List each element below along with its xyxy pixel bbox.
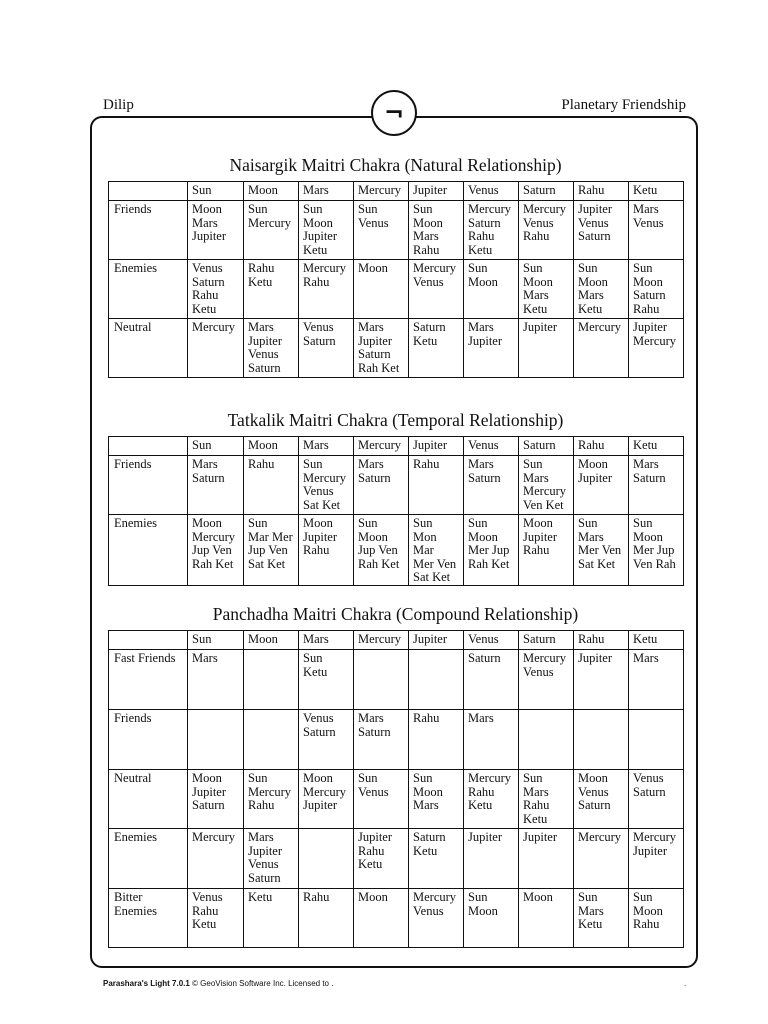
table-cell: Moon Jupiter Rahu: [299, 515, 354, 586]
column-header-mercury: Mercury: [354, 182, 409, 201]
table-cell: Venus Saturn: [299, 319, 354, 378]
column-header-sun: Sun: [188, 631, 244, 650]
table-cell: Mercury Jupiter: [629, 829, 684, 889]
page-badge-icon: ¬: [371, 90, 417, 136]
naisargik-title: Naisargik Maitri Chakra (Natural Relationship): [229, 155, 562, 175]
table-cell: [188, 710, 244, 770]
table-cell: Jupiter Rahu Ketu: [354, 829, 409, 889]
table-cell: Sun Moon Mars Ketu: [519, 260, 574, 319]
column-header-moon: Moon: [244, 182, 299, 201]
table-cell: Mars Saturn: [354, 710, 409, 770]
header-page-title: Planetary Friendship: [561, 97, 686, 113]
table-cell: Moon Jupiter Rahu: [519, 515, 574, 586]
column-header-mars: Mars: [299, 182, 354, 201]
footer-copyright: [103, 979, 333, 988]
column-header-rahu: Rahu: [574, 437, 629, 456]
table-cell: Moon Mars Jupiter: [188, 201, 244, 260]
table-cell: [574, 710, 629, 770]
column-header-rahu: Rahu: [574, 631, 629, 650]
table-cell: Moon Mercury Jupiter: [299, 770, 354, 829]
table-row: [109, 456, 684, 515]
table-cell: Mars Saturn: [354, 456, 409, 515]
column-header-moon: Moon: [244, 437, 299, 456]
table-cell: Sun Moon Rahu: [629, 889, 684, 948]
table-row: [109, 829, 684, 889]
table-cell: Saturn Ketu: [409, 319, 464, 378]
row-header: Friends: [109, 456, 188, 515]
table-row: [109, 260, 684, 319]
column-header-rahu: Rahu: [574, 182, 629, 201]
table-cell: Moon: [519, 889, 574, 948]
row-header: Fast Friends: [109, 650, 188, 710]
table-cell: [299, 829, 354, 889]
table-cell: Mars Jupiter Venus Saturn: [244, 319, 299, 378]
table-cell: Sun Moon Mars Rahu: [409, 201, 464, 260]
table-cell: Mercury Venus: [409, 889, 464, 948]
column-header-saturn: Saturn: [519, 437, 574, 456]
table-row: [109, 650, 684, 710]
table-row: [109, 515, 684, 586]
table-cell: Mercury: [188, 829, 244, 889]
header-row: [109, 437, 684, 456]
table-cell: Rahu Ketu: [244, 260, 299, 319]
column-header-jupiter: Jupiter: [409, 631, 464, 650]
table-cell: Mars Jupiter Venus Saturn: [244, 829, 299, 889]
table-row: [109, 710, 684, 770]
table-cell: Sun Mon Mar Mer Ven Sat Ket: [409, 515, 464, 586]
table-cell: Mercury Rahu: [299, 260, 354, 319]
column-header-mars: Mars: [299, 437, 354, 456]
table-cell: Mercury: [188, 319, 244, 378]
row-header: Friends: [109, 710, 188, 770]
table-cell: Sun Moon Mer Jup Ven Rah: [629, 515, 684, 586]
panchadha-title: Panchadha Maitri Chakra (Compound Relationship): [212, 604, 579, 624]
table-cell: Rahu: [409, 710, 464, 770]
column-header-venus: Venus: [464, 182, 519, 201]
table-cell: Sun Mars Rahu Ketu: [519, 770, 574, 829]
table-cell: Mercury Venus Rahu: [519, 201, 574, 260]
table-cell: Venus Saturn: [629, 770, 684, 829]
table-cell: Jupiter: [574, 650, 629, 710]
table-cell: Sun Moon Mars: [409, 770, 464, 829]
table-cell: Sun Moon: [464, 260, 519, 319]
table-cell: Jupiter: [464, 829, 519, 889]
table-cell: Mercury: [574, 319, 629, 378]
tatkalik-title: Tatkalik Maitri Chakra (Temporal Relationship): [227, 410, 564, 430]
table-cell: Saturn: [464, 650, 519, 710]
table-cell: Sun Mar Mer Jup Ven Sat Ket: [244, 515, 299, 586]
table-cell: Sun Mercury: [244, 201, 299, 260]
table-cell: Jupiter Mercury: [629, 319, 684, 378]
table-row: [109, 770, 684, 829]
footer-dot: .: [684, 979, 687, 988]
column-header-mercury: Mercury: [354, 437, 409, 456]
table-cell: Mars Jupiter: [464, 319, 519, 378]
table-row: [109, 319, 684, 378]
column-header-ketu: Ketu: [629, 631, 684, 650]
footer-product: Parashara's Light 7.0.1: [103, 979, 190, 988]
table-cell: Jupiter: [519, 829, 574, 889]
table-cell: Mars Jupiter Saturn Rah Ket: [354, 319, 409, 378]
table-cell: [244, 710, 299, 770]
table-cell: Sun Moon: [464, 889, 519, 948]
table-cell: Mars Saturn: [464, 456, 519, 515]
naisargik-table: [108, 181, 684, 378]
footer-license: © GeoVision Software Inc. Licensed to .: [189, 979, 334, 988]
table-cell: Sun Moon Mars Ketu: [574, 260, 629, 319]
table-cell: Sun Moon Mer Jup Rah Ket: [464, 515, 519, 586]
table-cell: Mercury Venus: [409, 260, 464, 319]
row-header: Friends: [109, 201, 188, 260]
table-cell: [519, 710, 574, 770]
table-cell: [409, 650, 464, 710]
table-cell: Sun Ketu: [299, 650, 354, 710]
table-cell: Mars Venus: [629, 201, 684, 260]
column-header-mars: Mars: [299, 631, 354, 650]
table-cell: Moon Mercury Jup Ven Rah Ket: [188, 515, 244, 586]
column-header-moon: Moon: [244, 631, 299, 650]
corner-cell: [109, 437, 188, 456]
column-header-mercury: Mercury: [354, 631, 409, 650]
header-row: [109, 182, 684, 201]
table-cell: Mars: [188, 650, 244, 710]
table-cell: Venus Saturn: [299, 710, 354, 770]
column-header-saturn: Saturn: [519, 182, 574, 201]
table-cell: Sun Mars Mer Ven Sat Ket: [574, 515, 629, 586]
table-cell: Mars: [629, 650, 684, 710]
table-cell: Moon: [354, 260, 409, 319]
column-header-venus: Venus: [464, 437, 519, 456]
table-row: [109, 889, 684, 948]
table-cell: Moon: [354, 889, 409, 948]
table-cell: Rahu: [299, 889, 354, 948]
table-cell: Moon Venus Saturn: [574, 770, 629, 829]
table-cell: Mercury Venus: [519, 650, 574, 710]
table-cell: Sun Moon Saturn Rahu: [629, 260, 684, 319]
column-header-jupiter: Jupiter: [409, 437, 464, 456]
row-header: Bitter Enemies: [109, 889, 188, 948]
table-cell: Mercury: [574, 829, 629, 889]
column-header-sun: Sun: [188, 182, 244, 201]
column-header-saturn: Saturn: [519, 631, 574, 650]
table-row: [109, 201, 684, 260]
panchadha-table: [108, 630, 684, 948]
table-cell: Sun Mars Mercury Ven Ket: [519, 456, 574, 515]
column-header-ketu: Ketu: [629, 437, 684, 456]
header-user-name: Dilip: [103, 97, 134, 113]
column-header-sun: Sun: [188, 437, 244, 456]
table-cell: Mercury Saturn Rahu Ketu: [464, 201, 519, 260]
table-cell: Mars: [464, 710, 519, 770]
table-cell: Sun Venus: [354, 770, 409, 829]
table-cell: Sun Mercury Venus Sat Ket: [299, 456, 354, 515]
table-cell: Rahu: [409, 456, 464, 515]
row-header: Neutral: [109, 319, 188, 378]
row-header: Neutral: [109, 770, 188, 829]
table-cell: [354, 650, 409, 710]
table-cell: [629, 710, 684, 770]
table-cell: Ketu: [244, 889, 299, 948]
column-header-jupiter: Jupiter: [409, 182, 464, 201]
corner-cell: [109, 182, 188, 201]
table-cell: Mars Saturn: [188, 456, 244, 515]
column-header-venus: Venus: [464, 631, 519, 650]
table-cell: Moon Jupiter Saturn: [188, 770, 244, 829]
corner-cell: [109, 631, 188, 650]
table-cell: Venus Saturn Rahu Ketu: [188, 260, 244, 319]
table-cell: Venus Rahu Ketu: [188, 889, 244, 948]
table-cell: Sun Moon Jup Ven Rah Ket: [354, 515, 409, 586]
table-cell: Saturn Ketu: [409, 829, 464, 889]
table-cell: Sun Venus: [354, 201, 409, 260]
header-row: [109, 631, 684, 650]
table-cell: Jupiter: [519, 319, 574, 378]
table-cell: Jupiter Venus Saturn: [574, 201, 629, 260]
row-header: Enemies: [109, 515, 188, 586]
table-cell: Sun Mercury Rahu: [244, 770, 299, 829]
table-cell: Rahu: [244, 456, 299, 515]
row-header: Enemies: [109, 260, 188, 319]
table-cell: Mercury Rahu Ketu: [464, 770, 519, 829]
table-cell: Sun Moon Jupiter Ketu: [299, 201, 354, 260]
table-cell: Mars Saturn: [629, 456, 684, 515]
row-header: Enemies: [109, 829, 188, 889]
table-cell: Moon Jupiter: [574, 456, 629, 515]
table-cell: Sun Mars Ketu: [574, 889, 629, 948]
column-header-ketu: Ketu: [629, 182, 684, 201]
table-cell: [244, 650, 299, 710]
tatkalik-table: [108, 436, 684, 586]
